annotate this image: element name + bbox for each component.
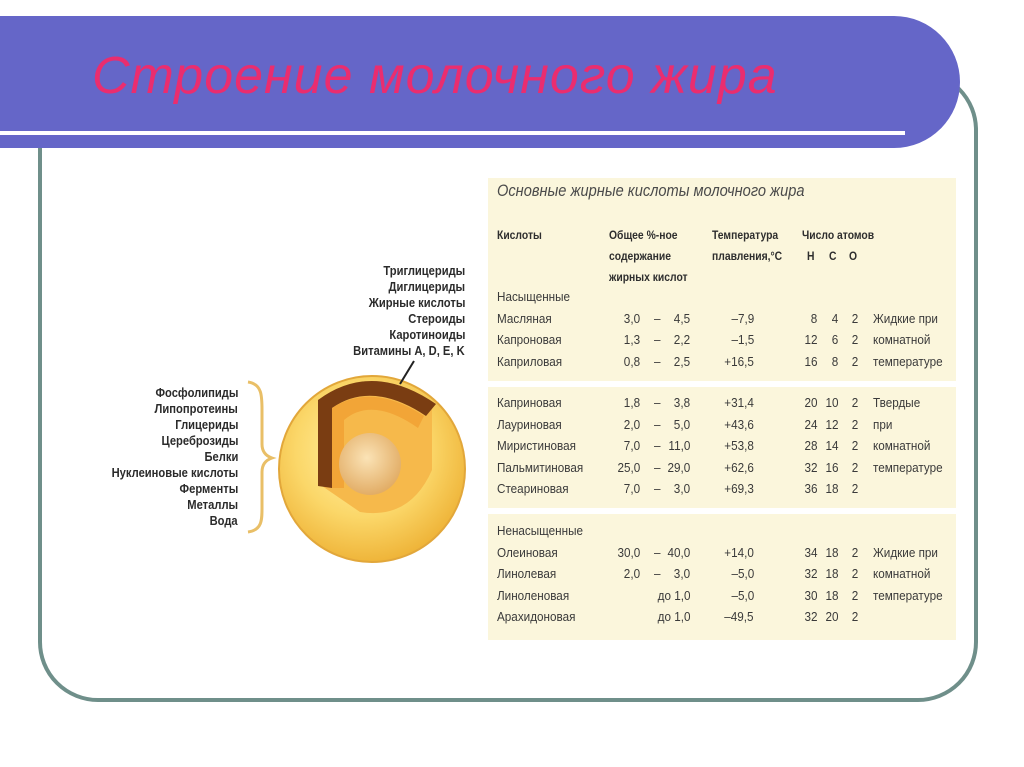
content-min: 1,8	[623, 395, 640, 410]
content-max: 29,0	[667, 459, 690, 475]
atoms-c: 18	[824, 481, 838, 496]
header-content: Общее %-ное	[609, 230, 678, 242]
membrane-label: Стероиды	[408, 311, 465, 326]
group-note: температуре	[873, 459, 943, 475]
group-note: комнатной	[873, 566, 931, 581]
atoms-o: 2	[851, 332, 858, 347]
atoms-h: 12	[803, 332, 817, 347]
content-max: 11,0	[668, 438, 690, 453]
content-max: 3,8	[673, 395, 690, 410]
atoms-h: 30	[803, 587, 817, 603]
atoms-c: 18	[824, 587, 838, 603]
atoms-h: 28	[803, 438, 817, 453]
membrane-label: Диглицериды	[388, 279, 465, 294]
acid-name: Лауриновая	[497, 416, 562, 432]
content-max: 40,0	[667, 544, 690, 560]
atoms-h: 16	[803, 353, 817, 369]
atoms-h: 8	[810, 310, 817, 326]
content-min: 1,3	[623, 332, 640, 347]
header-melting: Температура	[712, 230, 779, 242]
atoms-o: 2	[851, 566, 858, 581]
acid-name: Пальмитиновая	[497, 459, 584, 475]
surface-label: Глицериды	[174, 417, 238, 432]
atoms-h: 20	[803, 395, 817, 410]
surface-label: Фосфолипиды	[155, 385, 238, 400]
content-max: до 1,0	[657, 587, 690, 603]
acid-name: Стеариновая	[497, 481, 569, 496]
content-max: 3,0	[673, 481, 690, 496]
acid-name: Линолевая	[497, 566, 557, 581]
acid-name: Капроновая	[497, 332, 562, 347]
content-max: до 1,0	[657, 609, 690, 624]
melting-point: +14,0	[724, 544, 754, 560]
header-melting: плавления,°С	[712, 251, 783, 263]
header-c: С	[829, 251, 837, 263]
melting-point: +69,3	[724, 481, 754, 496]
content-min: 7,0	[623, 481, 640, 496]
membrane-label: Жирные кислоты	[368, 295, 465, 310]
header-atoms: Число атомов	[802, 230, 875, 242]
atoms-h: 24	[803, 416, 817, 432]
group-note: комнатной	[873, 332, 931, 347]
acid-name: Арахидоновая	[497, 609, 576, 624]
group-note: комнатной	[873, 438, 931, 453]
header-o: О	[849, 251, 858, 263]
group-note: температуре	[873, 353, 943, 369]
atoms-o: 2	[851, 395, 858, 410]
content-min: 0,8	[623, 353, 640, 369]
atoms-c: 14	[824, 438, 838, 453]
header-content: жирных кислот	[609, 272, 688, 284]
header-content: содержание	[609, 251, 672, 263]
content-dash: –	[654, 310, 661, 326]
surface-label: Металлы	[187, 497, 238, 512]
group-note: при	[873, 416, 893, 432]
surface-label: Белки	[204, 449, 238, 464]
atoms-o: 2	[851, 353, 858, 369]
atoms-o: 2	[851, 587, 858, 603]
melting-point: +53,8	[724, 438, 754, 453]
group-note: температуре	[873, 587, 943, 603]
atoms-c: 6	[831, 332, 838, 347]
acid-name: Каприловая	[497, 353, 563, 369]
content-dash: –	[654, 459, 661, 475]
atoms-c: 16	[824, 459, 838, 475]
melting-point: +16,5	[724, 353, 754, 369]
atoms-c: 12	[824, 416, 838, 432]
content-dash: –	[654, 332, 661, 347]
label-pointer	[400, 361, 414, 384]
table-separator	[488, 508, 956, 514]
surface-label: Цереброзиды	[161, 433, 238, 448]
triglyceride-core	[339, 433, 401, 495]
melting-point: +31,4	[724, 395, 754, 410]
table-separator	[488, 381, 956, 387]
atoms-c: 10	[824, 395, 838, 410]
content-max: 3,0	[673, 566, 690, 581]
content-min: 25,0	[617, 459, 640, 475]
melting-point: +62,6	[724, 459, 754, 475]
membrane-label: Триглицериды	[383, 263, 465, 278]
content-min: 30,0	[617, 544, 640, 560]
surface-label: Липопротеины	[154, 401, 238, 416]
atoms-o: 2	[851, 609, 858, 624]
atoms-o: 2	[851, 310, 858, 326]
atoms-c: 20	[824, 609, 838, 624]
brace-icon	[248, 382, 272, 532]
melting-point: –7,9	[731, 310, 754, 326]
acid-name: Линоленовая	[497, 587, 570, 603]
content-min: 7,0	[623, 438, 640, 453]
group-note: Жидкие при	[873, 310, 938, 326]
content-dash: –	[654, 395, 661, 410]
membrane-label: Витамины A, D, E, K	[353, 343, 465, 358]
slide-title: Строение молочного жира	[92, 47, 778, 105]
atoms-o: 2	[851, 481, 858, 496]
surface-label: Вода	[209, 513, 238, 528]
group-note: Твердые	[873, 395, 921, 410]
surface-label: Нуклеиновые кислоты	[111, 465, 238, 480]
atoms-h: 32	[803, 459, 817, 475]
acid-name: Олеиновая	[497, 544, 558, 560]
melting-point: –1,5	[731, 332, 754, 347]
content-dash: –	[654, 481, 661, 496]
group-heading: Насыщенные	[497, 289, 571, 304]
atoms-c: 18	[824, 566, 838, 581]
content-min: 2,0	[623, 416, 640, 432]
atoms-h: 36	[803, 481, 817, 496]
atoms-o: 2	[851, 544, 858, 560]
atoms-c: 18	[824, 544, 838, 560]
acid-name: Каприновая	[497, 395, 562, 410]
atoms-c: 8	[831, 353, 838, 369]
content-dash: –	[654, 544, 661, 560]
acid-name: Миристиновая	[497, 438, 576, 453]
melting-point: –5,0	[731, 566, 754, 581]
atoms-o: 2	[851, 459, 858, 475]
group-heading: Ненасыщенные	[497, 523, 584, 538]
melting-point: –49,5	[724, 609, 754, 624]
table-caption: Основные жирные кислоты молочного жира	[497, 181, 805, 200]
content-dash: –	[654, 353, 661, 369]
atoms-o: 2	[851, 438, 858, 453]
header-acid: Кислоты	[497, 230, 542, 242]
content-min: 3,0	[623, 310, 640, 326]
content-max: 2,5	[673, 353, 690, 369]
content-max: 4,5	[673, 310, 690, 326]
melting-point: +43,6	[724, 416, 754, 432]
content-dash: –	[654, 416, 661, 432]
group-note: Жидкие при	[873, 544, 938, 560]
content-max: 2,2	[673, 332, 690, 347]
content-min: 2,0	[623, 566, 640, 581]
content-dash: –	[654, 438, 661, 453]
content-dash: –	[654, 566, 661, 581]
header-h: Н	[807, 251, 815, 263]
membrane-label: Каротиноиды	[388, 327, 465, 342]
atoms-c: 4	[831, 310, 838, 326]
atoms-h: 32	[803, 609, 817, 624]
acid-name: Масляная	[497, 310, 552, 326]
atoms-h: 34	[803, 544, 817, 560]
melting-point: –5,0	[731, 587, 754, 603]
atoms-h: 32	[803, 566, 817, 581]
content-max: 5,0	[673, 416, 690, 432]
atoms-o: 2	[851, 416, 858, 432]
surface-label: Ферменты	[179, 481, 238, 496]
